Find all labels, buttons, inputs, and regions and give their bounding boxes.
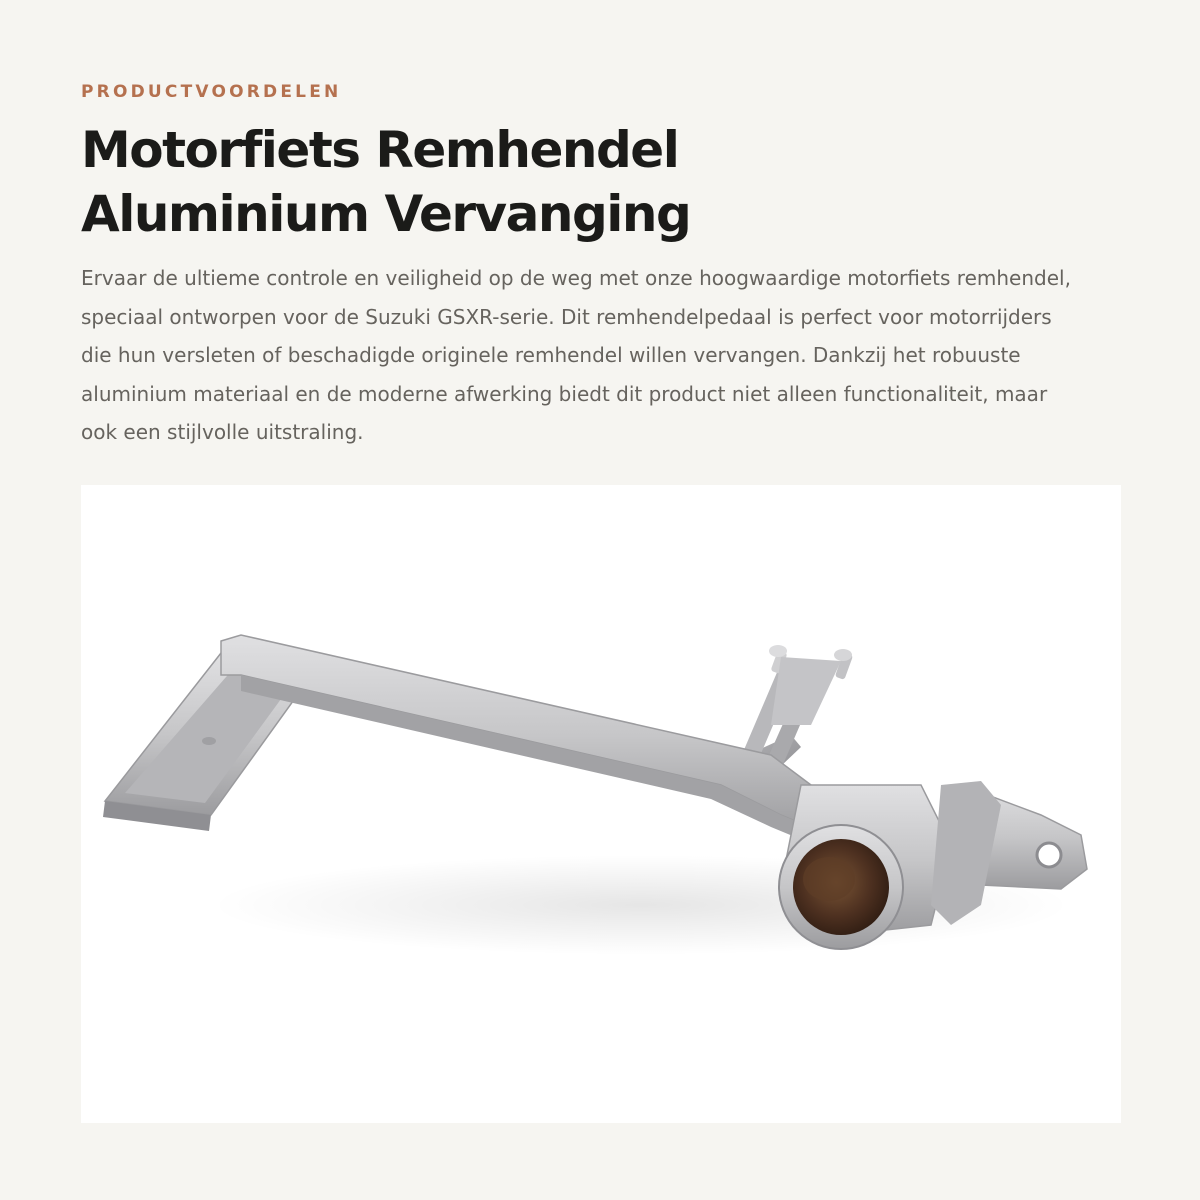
product-description: Ervaar de ultieme controle en veiligheid op de weg met onze hoogwaardige motorfiets remhendel, speciaal ontworpen voor de Suzuki GSXR-serie. Dit remhendelpedaal is perfect voor motorrijders die hun versleten of beschadigde originele remhendel willen vervangen. Dankzij het robuuste aluminium materiaal en de moderne afwerking biedt dit product niet alleen functionaliteit, maar ook een stijlvolle uitstraling. (81, 266, 1071, 444)
product-image (81, 485, 1121, 1123)
section-eyebrow: PRODUCTVOORDELEN (81, 82, 342, 102)
product-title-line-2: Aluminium Vervanging (81, 185, 691, 243)
product-title-line-1: Motorfiets Remhendel (81, 121, 679, 179)
brake-lever-illustration (81, 485, 1121, 1123)
product-title (81, 118, 841, 246)
